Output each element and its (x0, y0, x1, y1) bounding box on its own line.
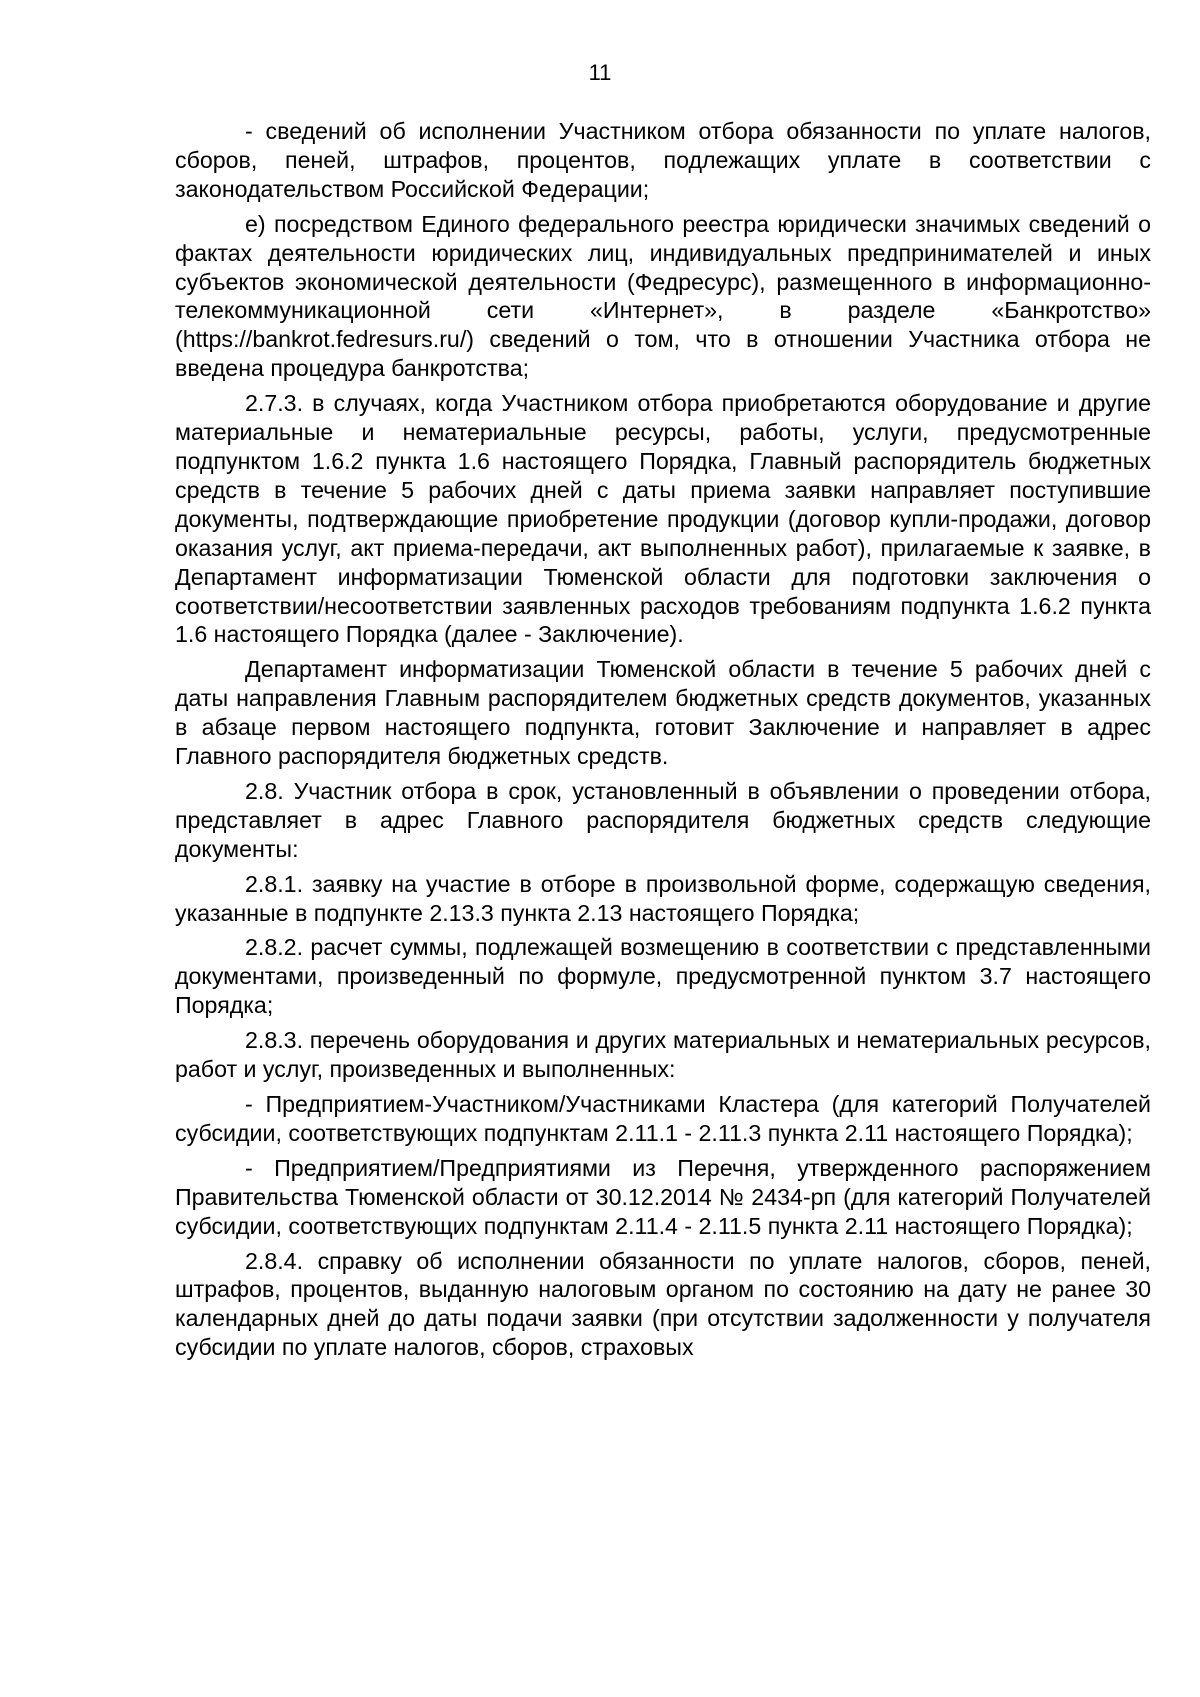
paragraph-2-8-3: 2.8.3. перечень оборудования и других материальных и нематериальных ресурсов, работ и услуг, произведенных и выполненных: (175, 1027, 1151, 1083)
paragraph-tax-info: - сведений об исполнении Участником отбора обязанности по уплате налогов, сборов, пеней, штрафов, процентов, подлежащих уплате в соответствии с законодательством Российской Федерации; (175, 118, 1151, 202)
paragraph-2-8-1: 2.8.1. заявку на участие в отборе в произвольной форме, содержащую сведения, указанные в подпункте 2.13.3 пункта 2.13 настоящего Порядка; (175, 870, 1151, 926)
paragraph-2-8: 2.8. Участник отбора в срок, установленный в объявлении о проведении отбора, представляет в адрес Главного распорядителя бюджетных средств следующие документы: (175, 777, 1151, 862)
page-number: 11 (588, 60, 612, 85)
paragraph-2-8-4: 2.8.4. справку об исполнении обязанности по уплате налогов, сборов, пеней, штрафов, процентов, выданную налоговым органом по состоянию на дату не ранее 30 календарных дней до даты подачи заявки (при отсутствии задолженности у получателя субсидии по уплате налогов, сборов, страховых (175, 1247, 1151, 1361)
paragraph-cluster-participants: - Предприятием-Участником/Участниками Кластера (для категорий Получателей субсидии, соответствующих подпунктам 2.11.1 - 2.11.3 пункта 2.11 настоящего Порядка); (175, 1091, 1151, 1146)
paragraph-enterprise-list: - Предприятием/Предприятиями из Перечня, утвержденного распоряжением Правительства Тюменской области от 30.12.2014 № 2434-рп (для категорий Получателей субсидии, соответствующих подпунктам 2.11.4 - 2.11.5 пункта 2.11 настоящего Порядка); (175, 1154, 1151, 1239)
paragraph-2-8-2: 2.8.2. расчет суммы, подлежащей возмещению в соответствии с представленными документами, произведенный по формуле, предусмотренной пунктом 3.7 настоящего Порядка; (175, 934, 1151, 1019)
paragraph-department-conclusion: Департамент информатизации Тюменской области в течение 5 рабочих дней с даты направления Главным распорядителем бюджетных средств документов, указанных в абзаце первом настоящего подпункта, готовит Заключение и направляет в адрес Главного распорядителя бюджетных средств. (175, 656, 1151, 770)
paragraph-fedresurs: е) посредством Единого федерального реестра юридически значимых сведений о фактах деятельности юридических лиц, индивидуальных предпринимателей и иных субъектов экономической деятельности (Федресурс), размещенного в информационно-телекоммуникационной сети «Интернет», в разделе «Банкротство» (https://bankrot.fedresurs.ru/) сведений о том, что в отношении Участника отбора не введена процедура банкротства; (175, 210, 1151, 382)
paragraph-2-7-3: 2.7.3. в случаях, когда Участником отбора приобретаются оборудование и другие материальные и нематериальные ресурсы, работы, услуги, предусмотренные подпунктом 1.6.2 пункта 1.6 настоящего Порядка, Главный распорядитель бюджетных средств в течение 5 рабочих дней с даты приема заявки направляет поступившие документы, подтверждающие приобретение продукции (договор купли-продажи, договор оказания услуг, акт приема-передачи, акт выполненных работ), прилагаемые к заявке, в Департамент информатизации Тюменской области для подготовки заключения о соответствии/несоответствии заявленных расходов требованиям подпункта 1.6.2 пункта 1.6 настоящего Порядка (далее - Заключение). (175, 390, 1151, 648)
document-body (175, 117, 1151, 1368)
